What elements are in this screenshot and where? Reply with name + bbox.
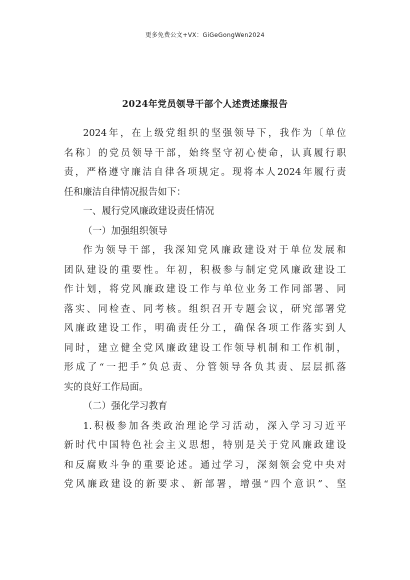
body-line: 实的良好工作局面。	[64, 381, 149, 393]
body-line: 责，严格遵守廉洁自律各项规定。现将本人2024年履行责	[64, 167, 346, 178]
body-line: 任和廉洁自律情况报告如下：	[64, 186, 186, 198]
body-line: 1.积极参加各类政治理论学习活动，深入学习习近平	[83, 420, 346, 432]
document-title: 2024年党员领导干部个人述责述廉报告	[122, 100, 288, 110]
body-line: 和反腐败斗争的重要论述。通过学习，深刻领会党中央对	[64, 459, 346, 471]
body-line: 团队建设的重要性。年初，积极参与制定党风廉政建设工	[64, 264, 346, 276]
header-note: 更多免费公文+VX：GiGeGongWen2024	[145, 32, 265, 39]
body-line: 作计划，将党风廉政建设工作与单位业务工作同部署、同	[64, 284, 346, 295]
body-line: 作为领导干部，我深知党风廉政建设对于单位发展和	[83, 245, 346, 256]
document-body	[64, 124, 346, 495]
section-heading: （一）加强组织领导	[83, 225, 168, 237]
section-heading: 一、履行党风廉政建设责任情况	[83, 206, 215, 217]
body-line: 名称〕的党员领导干部，始终坚守初心使命，认真履行职	[64, 147, 346, 159]
body-line: 落实、同检查、同考核。组织召开专题会议，研究部署党	[64, 303, 346, 315]
body-line: 新时代中国特色社会主义思想，特别是关于党风廉政建设	[64, 440, 346, 451]
body-line: 风廉政建设工作，明确责任分工，确保各项工作落实到人	[64, 323, 346, 334]
body-line: 2024年，在上级党组织的坚强领导下，我作为〔单位	[83, 128, 346, 139]
body-line: 形成了“一把手”负总责、分管领导各负其责、层层抓落	[64, 362, 346, 373]
section-heading: （二）强化学习教育	[83, 401, 168, 412]
body-line: 党风廉政建设的新要求、新部署，增强“四个意识”、坚	[64, 479, 346, 490]
body-line: 同时，建立健全党风廉政建设工作领导机制和工作机制，	[64, 342, 346, 354]
